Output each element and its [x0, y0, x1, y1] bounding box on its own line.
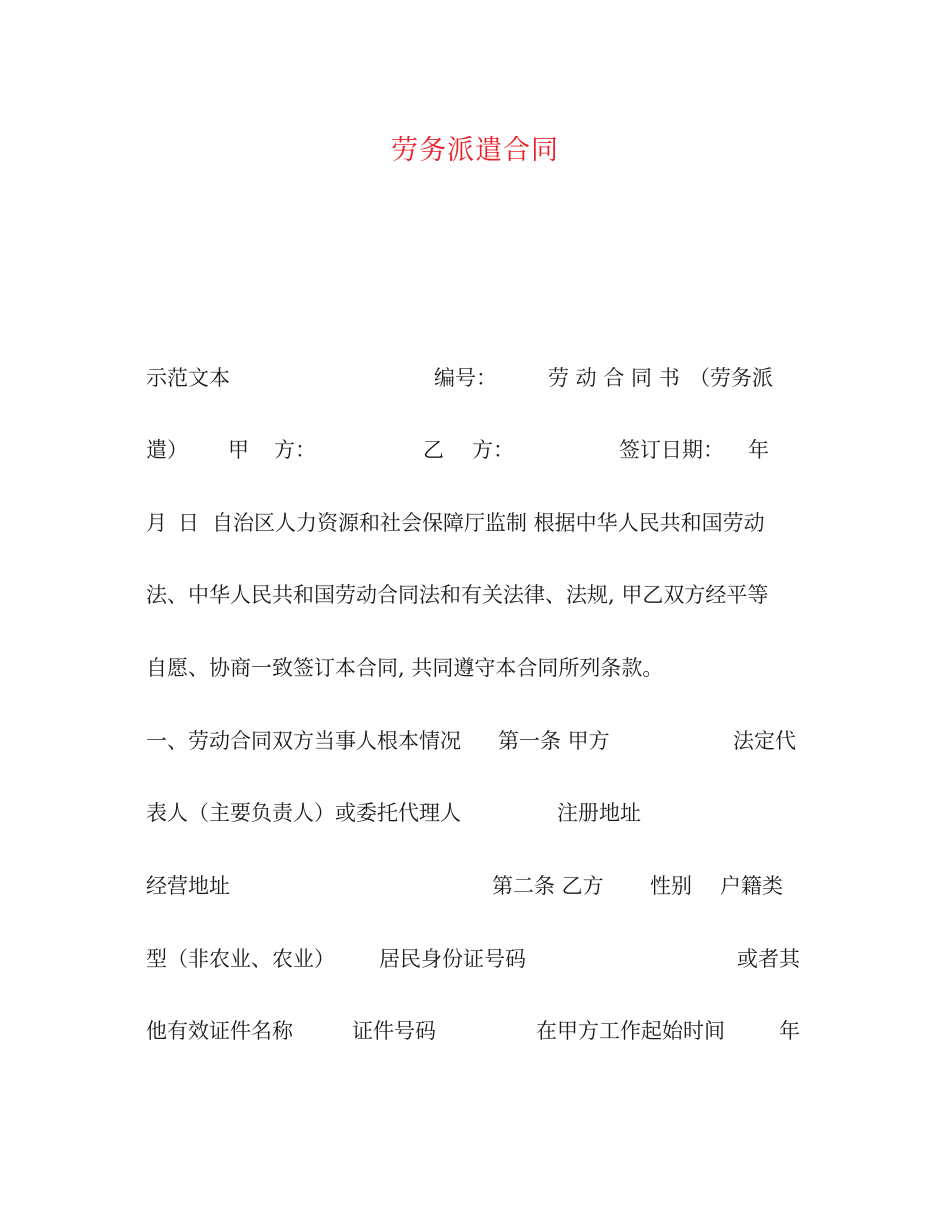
text-segment: 法定代: [733, 729, 796, 753]
text-segment: 方：: [472, 438, 514, 462]
text-segment: 表人（主要负责人）或委托代理人: [146, 801, 461, 825]
text-segment: 日: [178, 511, 199, 535]
text-segment: 编号：: [434, 366, 497, 390]
text-segment: 经营地址: [146, 874, 230, 898]
text-segment: 居民身份证号码: [379, 947, 526, 971]
text-segment: 他有效证件名称: [146, 1019, 293, 1043]
text-segment: 签订日期：: [619, 438, 724, 462]
text-segment: 性别: [650, 874, 692, 898]
text-segment: 年: [748, 438, 769, 462]
text-segment: 第二条 乙方: [492, 874, 604, 898]
text-segment: 甲: [228, 438, 249, 462]
text-segment: 在甲方工作起始时间: [536, 1019, 725, 1043]
text-segment: 月: [146, 511, 167, 535]
text-segment: 乙: [423, 438, 444, 462]
text-segment: 方：: [274, 438, 316, 462]
text-segment: 证件号码: [352, 1019, 436, 1043]
text-segment: 劳 动 合 同 书: [548, 366, 680, 390]
text-segment: 示范文本: [146, 366, 230, 390]
text-segment: 遣）: [146, 438, 188, 462]
text-segment: 型（非农业、农业）: [146, 947, 335, 971]
text-segment: 第一条 甲方: [498, 729, 610, 753]
text-segment: 年: [779, 1019, 800, 1043]
text-segment: 法、中华人民共和国劳动合同法和有关法律、法规, 甲乙双方经平等: [146, 583, 769, 607]
text-segment: 自愿、协商一致签订本合同, 共同遵守本合同所列条款。: [146, 656, 664, 680]
text-segment: （劳务派: [689, 366, 773, 390]
text-segment: 户籍类: [720, 874, 783, 898]
text-segment: 注册地址: [557, 801, 641, 825]
text-segment: 自治区人力资源和社会保障厅监制 根据中华人民共和国劳动: [212, 511, 765, 535]
text-segment: 或者其: [737, 947, 800, 971]
text-segment: 一、劳动合同双方当事人根本情况: [146, 729, 461, 753]
document-title: 劳务派遣合同: [391, 135, 559, 166]
